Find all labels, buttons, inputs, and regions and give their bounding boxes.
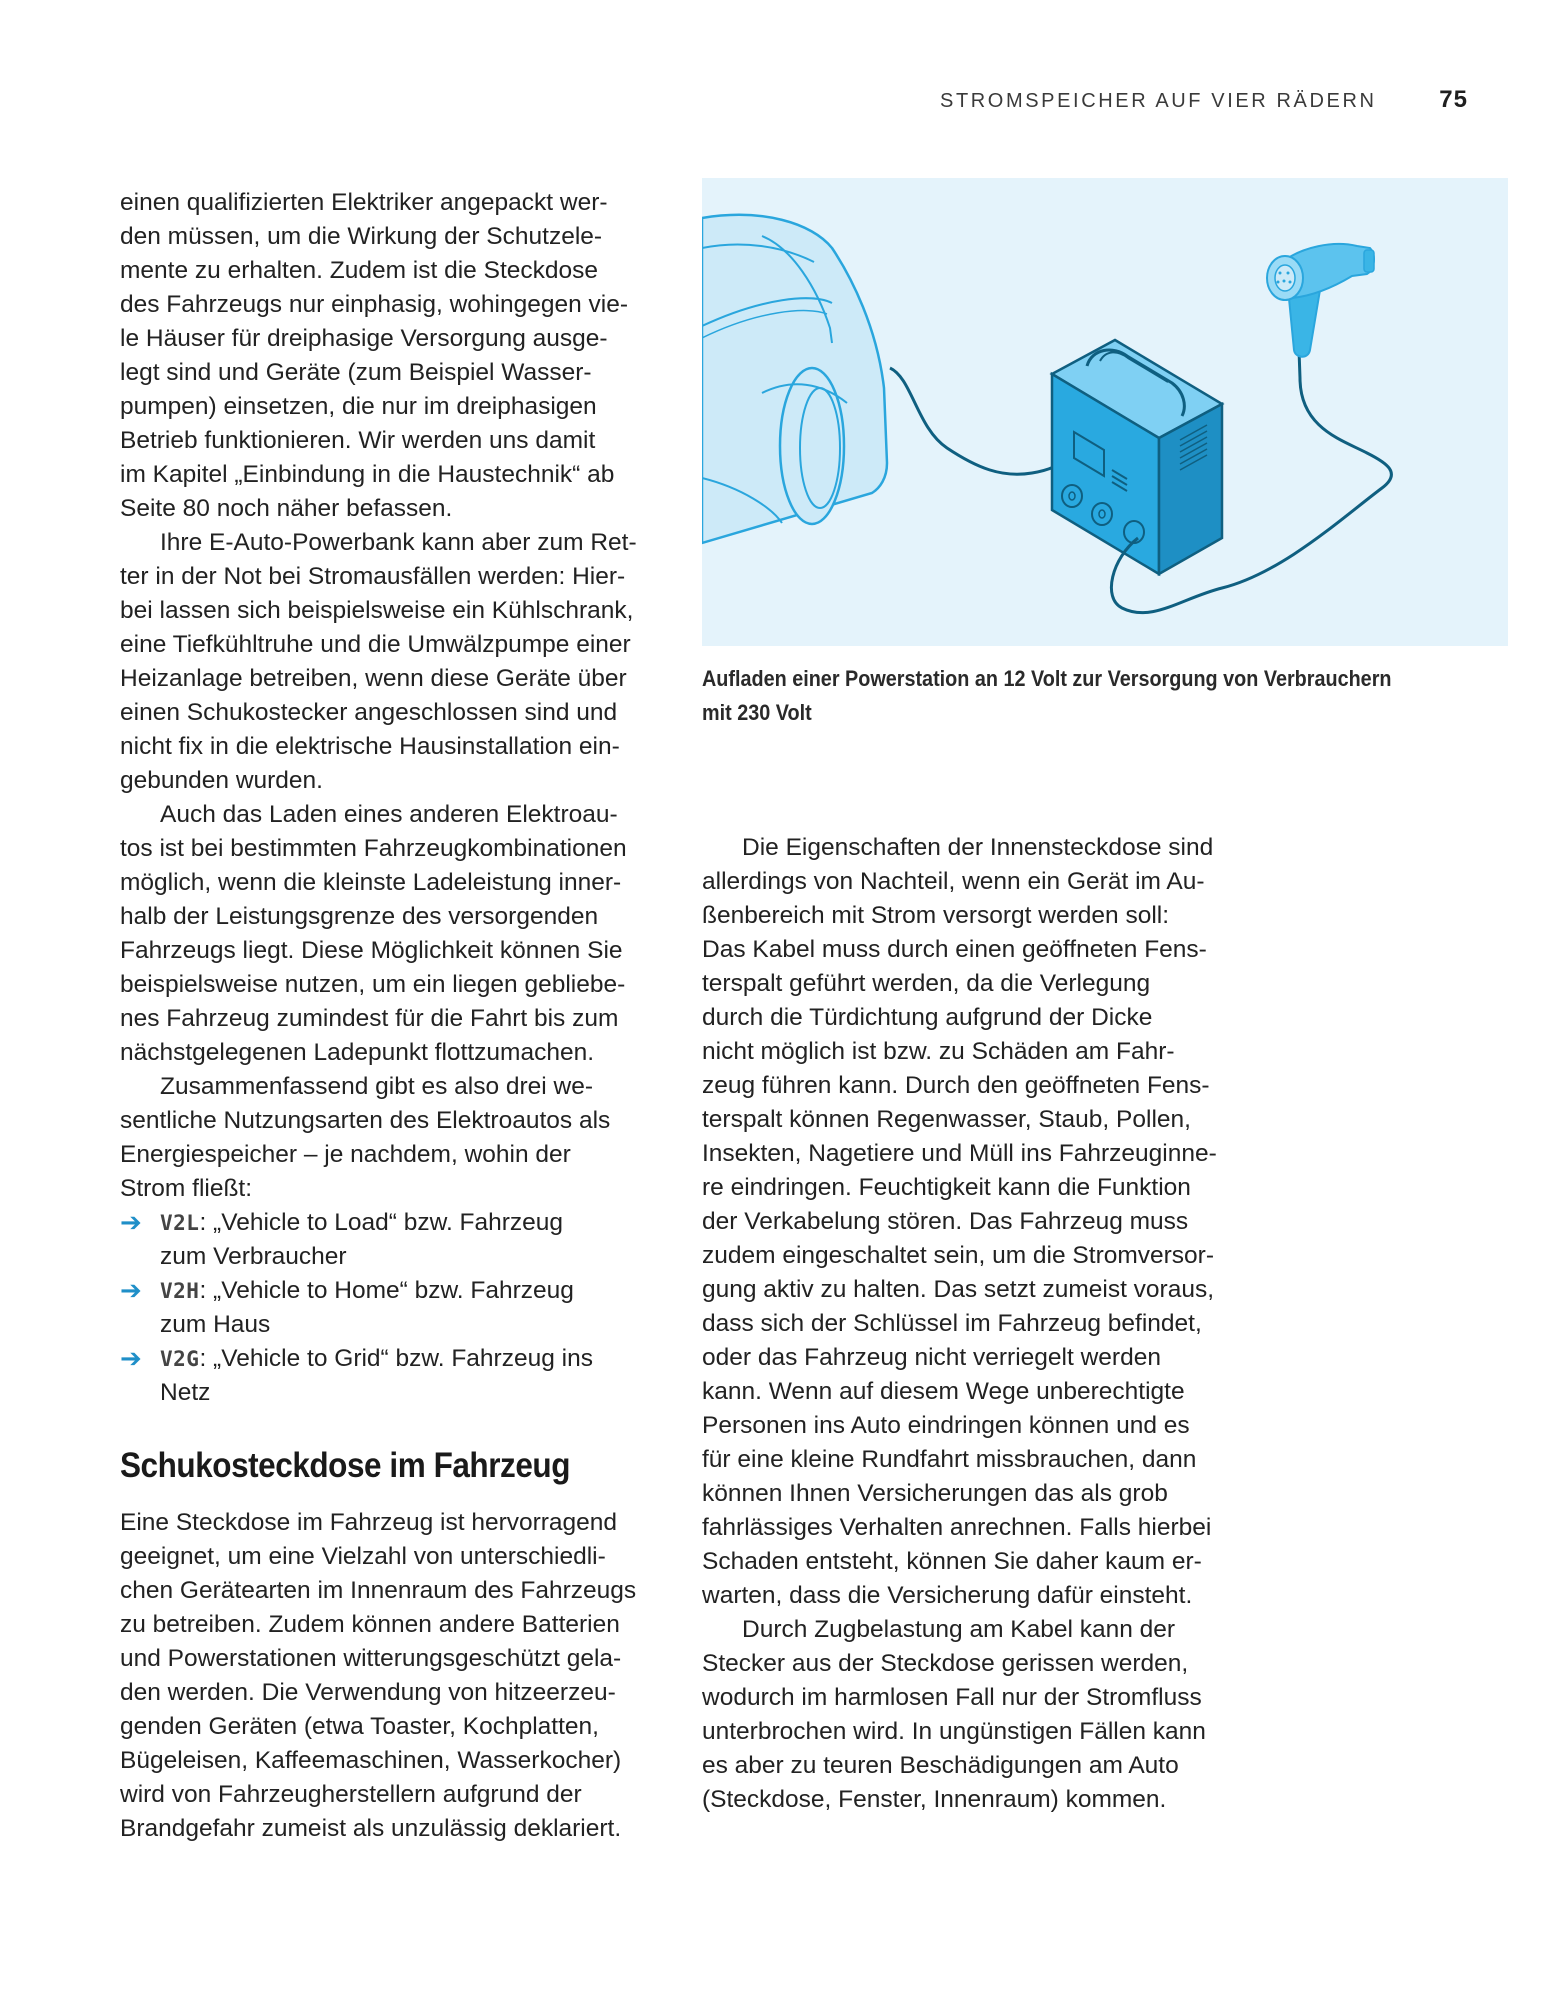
car-outline-icon <box>702 215 887 543</box>
paragraph-5 <box>120 1506 665 1846</box>
bullet-text: : „Vehicle to Home“ bzw. Fahrzeug <box>199 1277 574 1304</box>
running-title: STROMSPEICHER AUF VIER RÄDERN <box>940 90 1377 112</box>
text-line: beispielsweise nutzen, um ein liegen gebliebe- <box>120 971 626 998</box>
text-line: Ihre E-Auto-Powerbank kann aber zum Ret- <box>160 529 637 556</box>
text-line: Schaden entsteht, können Sie daher kaum er- <box>702 1548 1202 1575</box>
text-line: Stecker aus der Steckdose gerissen werden, <box>702 1650 1189 1677</box>
paragraph-6 <box>702 831 1262 1613</box>
text-line: terspalt geführt werden, da die Verlegung <box>702 970 1151 997</box>
illustration-svg <box>702 178 1508 646</box>
text-line: es aber zu teuren Beschädigungen am Auto <box>702 1752 1179 1779</box>
bullet-list <box>120 1206 665 1410</box>
text-line: le Häuser für dreiphasige Versorgung ausge- <box>120 325 608 352</box>
list-item <box>120 1342 665 1410</box>
text-line: warten, dass die Versicherung dafür einsteht. <box>702 1582 1193 1609</box>
text-line: Auch das Laden eines anderen Elektroau- <box>160 801 618 828</box>
paragraph-2 <box>120 526 665 798</box>
arrow-right-icon: ➔ <box>120 1276 142 1306</box>
text-line: kann. Wenn auf diesem Wege unberechtigte <box>702 1378 1185 1405</box>
text-line: dass sich der Schlüssel im Fahrzeug befindet, <box>702 1310 1202 1337</box>
bullet-text: : „Vehicle to Load“ bzw. Fahrzeug <box>199 1209 564 1236</box>
text-line: gebunden wurden. <box>120 767 323 794</box>
text-line: Fahrzeugs liegt. Diese Möglichkeit können Sie <box>120 937 623 964</box>
text-line: Personen ins Auto eindringen können und es <box>702 1412 1190 1439</box>
text-line: zu betreiben. Zudem können andere Batterien <box>120 1611 620 1638</box>
text-line: Betrieb funktionieren. Wir werden uns damit <box>120 427 596 454</box>
text-line: Insekten, Nagetiere und Müll ins Fahrzeuginne- <box>702 1140 1217 1167</box>
text-line: Bügeleisen, Kaffeemaschinen, Wasserkocher) <box>120 1747 622 1774</box>
text-line: Zusammenfassend gibt es also drei we- <box>160 1073 594 1100</box>
figure-caption <box>702 662 1462 730</box>
text-line: Eine Steckdose im Fahrzeug ist hervorragend <box>120 1509 618 1536</box>
text-line: wird von Fahrzeugherstellern aufgrund der <box>120 1781 582 1808</box>
text-line: nes Fahrzeug zumindest für die Fahrt bis zum <box>120 1005 619 1032</box>
text-line: einen qualifizierten Elektriker angepackt wer- <box>120 189 608 216</box>
section-heading: Schukosteckdose im Fahrzeug <box>120 1446 570 1485</box>
paragraph-4 <box>120 1070 665 1206</box>
text-line: legt sind und Geräte (zum Beispiel Wasser- <box>120 359 592 386</box>
arrow-right-icon: ➔ <box>120 1344 142 1374</box>
text-line: halb der Leistungsgrenze des versorgenden <box>120 903 599 930</box>
text-line: den werden. Die Verwendung von hitzeerzeu- <box>120 1679 616 1706</box>
text-line: Heizanlage betreiben, wenn diese Geräte über <box>120 665 627 692</box>
text-line: Seite 80 noch näher befassen. <box>120 495 453 522</box>
text-line: Durch Zugbelastung am Kabel kann der <box>742 1616 1176 1643</box>
bullet-text: zum Haus <box>160 1311 271 1338</box>
right-column <box>702 831 1262 1817</box>
text-line: im Kapitel „Einbindung in die Haustechnik“ ab <box>120 461 615 488</box>
text-line: können Ihnen Versicherungen das als grob <box>702 1480 1168 1507</box>
text-line: ßenbereich mit Strom versorgt werden soll: <box>702 902 1170 929</box>
text-line: oder das Fahrzeug nicht verriegelt werden <box>702 1344 1161 1371</box>
text-line: geeignet, um eine Vielzahl von unterschiedli- <box>120 1543 606 1570</box>
bullet-text: zum Verbraucher <box>160 1243 347 1270</box>
text-line: genden Geräten (etwa Toaster, Kochplatten, <box>120 1713 599 1740</box>
text-line: pumpen) einsetzen, die nur im dreiphasigen <box>120 393 597 420</box>
text-line: nicht fix in die elektrische Hausinstallation ein- <box>120 733 620 760</box>
list-item <box>120 1206 665 1274</box>
text-line: den müssen, um die Wirkung der Schutzele- <box>120 223 603 250</box>
text-line: allerdings von Nachteil, wenn ein Gerät im Au- <box>702 868 1205 895</box>
text-line: einen Schukostecker angeschlossen sind und <box>120 699 618 726</box>
text-line: chen Gerätearten im Innenraum des Fahrzeugs <box>120 1577 637 1604</box>
page-number: 75 <box>1439 86 1468 113</box>
text-line: durch die Türdichtung aufgrund der Dicke <box>702 1004 1153 1031</box>
text-line: bei lassen sich beispielsweise ein Kühlschrank, <box>120 597 634 624</box>
text-line: Die Eigenschaften der Innensteckdose sind <box>742 834 1214 861</box>
bullet-code: V2H <box>160 1279 200 1303</box>
text-line: zudem eingeschaltet sein, um die Stromversor- <box>702 1242 1214 1269</box>
text-line: tos ist bei bestimmten Fahrzeugkombinationen <box>120 835 627 862</box>
text-line: nicht möglich ist bzw. zu Schäden am Fahr- <box>702 1038 1175 1065</box>
bullet-code: V2L <box>160 1211 200 1235</box>
paragraph-3 <box>120 798 665 1070</box>
text-line: terspalt können Regenwasser, Staub, Pollen, <box>702 1106 1191 1133</box>
illustration-powerstation <box>702 178 1508 646</box>
list-item <box>120 1274 665 1342</box>
text-line: mente zu erhalten. Zudem ist die Steckdose <box>120 257 599 284</box>
text-line: (Steckdose, Fenster, Innenraum) kommen. <box>702 1786 1167 1813</box>
text-line: für eine kleine Rundfahrt missbrauchen, dann <box>702 1446 1197 1473</box>
left-column <box>120 186 665 1846</box>
text-line: gung aktiv zu halten. Das setzt zumeist voraus, <box>702 1276 1215 1303</box>
text-line: unterbrochen wird. In ungünstigen Fällen kann <box>702 1718 1206 1745</box>
text-line: ter in der Not bei Stromausfällen werden: Hier- <box>120 563 626 590</box>
paragraph-1 <box>120 186 665 526</box>
cable-icon <box>890 368 1070 474</box>
text-line: fahrlässiges Verhalten anrechnen. Falls hierbei <box>702 1514 1212 1541</box>
arrow-right-icon: ➔ <box>120 1208 142 1238</box>
text-line: sentliche Nutzungsarten des Elektroautos als <box>120 1107 611 1134</box>
hairdryer-icon <box>1267 244 1374 357</box>
text-line: möglich, wenn die kleinste Ladeleistung inner- <box>120 869 622 896</box>
text-line: re eindringen. Feuchtigkeit kann die Funktion <box>702 1174 1191 1201</box>
text-line: Das Kabel muss durch einen geöffneten Fens- <box>702 936 1207 963</box>
bullet-text: : „Vehicle to Grid“ bzw. Fahrzeug ins <box>199 1345 593 1372</box>
text-line: eine Tiefkühltruhe und die Umwälzpumpe einer <box>120 631 631 658</box>
text-line: Strom fließt: <box>120 1175 253 1202</box>
text-line: und Powerstationen witterungsgeschützt gela- <box>120 1645 622 1672</box>
text-line: nächstgelegenen Ladepunkt flottzumachen. <box>120 1039 595 1066</box>
running-header <box>940 86 1480 114</box>
text-line: der Verkabelung stören. Das Fahrzeug muss <box>702 1208 1189 1235</box>
caption-line: Aufladen einer Powerstation an 12 Volt zur Versorgung von Verbrauchern <box>702 666 1392 691</box>
text-line: des Fahrzeugs nur einphasig, wohingegen vie- <box>120 291 629 318</box>
bullet-text: Netz <box>160 1379 211 1406</box>
bullet-code: V2G <box>160 1347 200 1371</box>
paragraph-7 <box>702 1613 1262 1817</box>
text-line: Energiespeicher – je nachdem, wohin der <box>120 1141 571 1168</box>
text-line: zeug führen kann. Durch den geöffneten Fens- <box>702 1072 1210 1099</box>
caption-line: mit 230 Volt <box>702 700 812 725</box>
text-line: Brandgefahr zumeist als unzulässig deklariert. <box>120 1815 622 1842</box>
text-line: wodurch im harmlosen Fall nur der Stromfluss <box>702 1684 1202 1711</box>
